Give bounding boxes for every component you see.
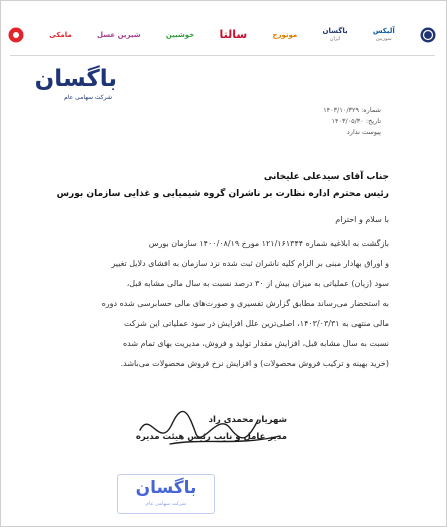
brand-alix-sub: سوربین — [375, 36, 392, 42]
brand-mamaki: مامکی — [49, 31, 72, 39]
letter-number-row — [323, 105, 381, 116]
signer-block — [136, 412, 287, 446]
stamp-text: باگسان — [135, 478, 197, 498]
brand-khoshbin: خوشبین — [165, 31, 195, 39]
recipient-name: جناب آقای سیدعلی علیخانی — [263, 172, 389, 182]
recipient-title: رئیس محترم اداره نظارت بر ناشران گروه شیمیایی و غذایی سازمان بورس — [56, 189, 389, 199]
brand-alix — [373, 27, 395, 43]
seal-logo-icon — [420, 27, 436, 43]
stamp-subtext: شرکت سهامی عام — [146, 501, 186, 507]
number-label: شماره: — [361, 106, 381, 114]
header-divider — [10, 55, 435, 56]
date-value: ۱۴۰۳/۰۵/۳۰ — [331, 117, 364, 125]
body-line: سود (زیان) عملیاتی به میزان بیش از ۳۰ درصد نسبت به سال مالی مشابه قبل، — [126, 279, 389, 288]
brand-logo-bar — [8, 17, 436, 53]
brand-baghsan — [323, 27, 348, 43]
body-line: (خرید بهینه و ترکیب فروش محصولات) و افزایش نرخ فروش محصولات می‌باشد. — [120, 359, 389, 368]
brand-shirinasal: شیرین عسل — [96, 31, 141, 39]
brand-baghsan-sub: ایران — [329, 36, 341, 42]
brand-baghsan-label: باگسان — [322, 27, 348, 35]
body-line: به استحضار می‌رساند مطابق گزارش تفسیری و صورت‌های مالی حسابرسی شده دوره — [101, 299, 389, 308]
number-value: ۱۴۰۳/۱۰/۳۲۹ — [323, 106, 359, 114]
brand-salta: سالتا — [219, 28, 248, 41]
recipient-block — [57, 172, 389, 206]
mamaki-logo-icon — [8, 27, 24, 43]
salutation: با سلام و احترام — [335, 215, 389, 224]
signer-title: مدیر عامل و نایب رئیس هیئت مدیره — [135, 432, 287, 442]
company-logo-subtext: شرکت سهامی عام — [64, 94, 112, 101]
body-line: بازگشت به ابلاغیه شماره ۱۲۱/۱۶۱۳۴۴ مورخ ۱۴۰۰/۰۸/۱۹ سازمان بورس — [148, 239, 389, 248]
attachment-note: پیوست ندارد — [346, 128, 381, 136]
letter-meta — [323, 105, 381, 138]
body-line: مالی منتهی به ۱۴۰۳/۰۳/۳۱، اصلی‌ترین علل افزایش در سود عملیاتی این شرکت — [124, 319, 389, 328]
date-label: تاریخ: — [365, 117, 381, 125]
letter-body — [59, 234, 389, 374]
company-logo-text: باگسان — [34, 66, 117, 92]
signer-name: شهریار محمدی راد — [208, 415, 287, 425]
brand-motorj: موتورج — [272, 31, 298, 39]
body-line: و اوراق بهادار مبنی بر الزام کلیه ناشران ثبت شده نزد سازمان به افشای دلایل تغییر — [111, 259, 389, 268]
company-stamp — [117, 474, 215, 514]
body-line: نسبت به سال مشابه قبل، افزایش مقدار تولید و فروش، مدیریت بهای تمام شده — [122, 339, 389, 348]
letter-date-row — [323, 116, 381, 127]
brand-alix-label: آلیکس — [372, 27, 395, 35]
